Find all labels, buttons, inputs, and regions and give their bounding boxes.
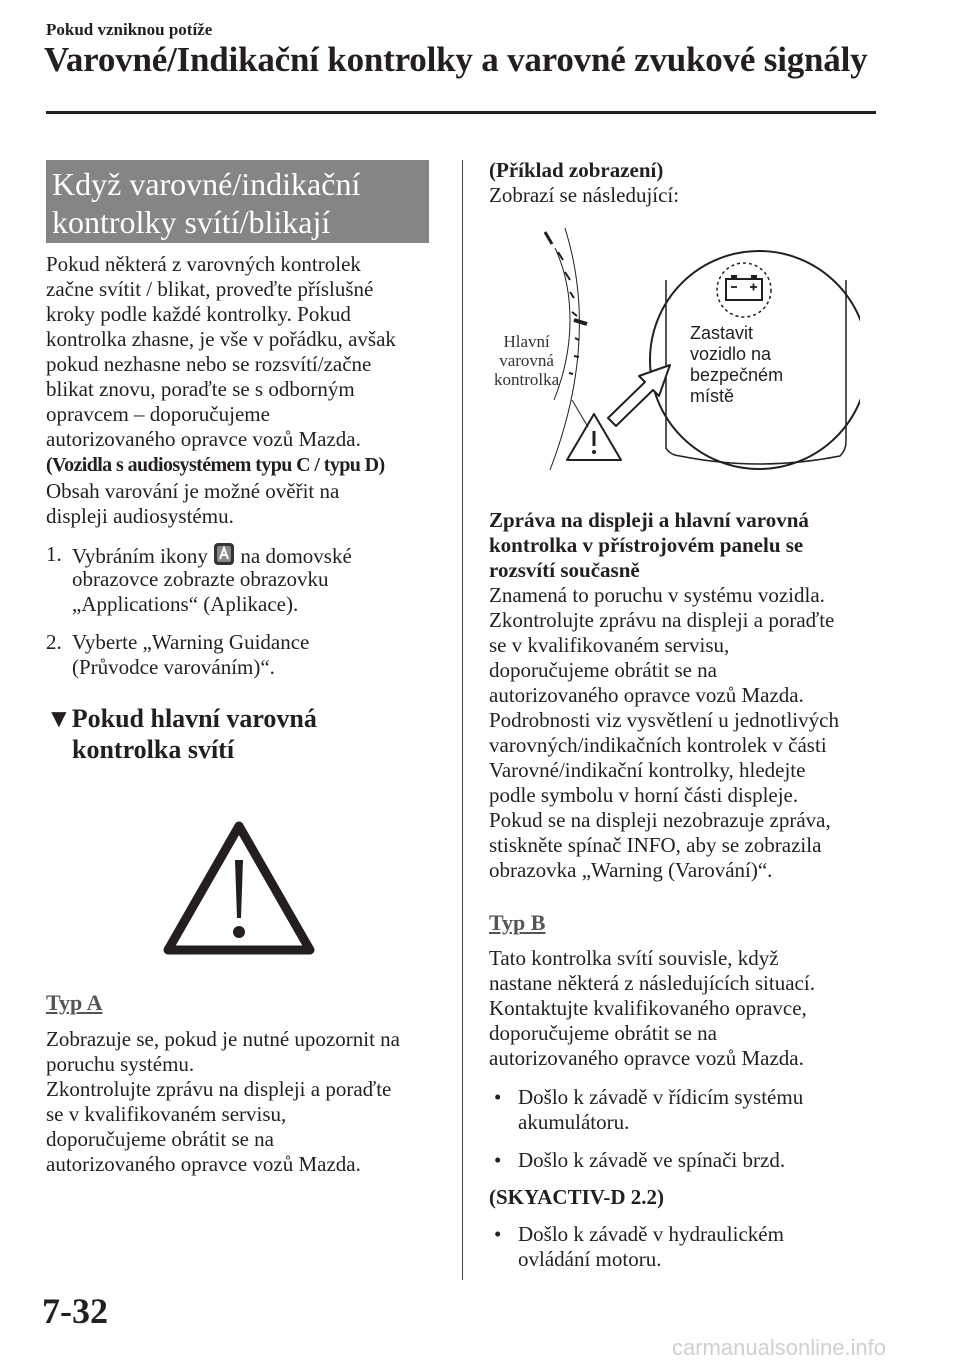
typ-a-heading: Typ A [46, 990, 103, 1015]
typ-b-line: Tato kontrolka svítí souvisle, když [489, 946, 779, 970]
typ-b-paragraph [489, 946, 815, 1071]
typ-b-line: nastane některá z následujících situací. [489, 971, 815, 995]
right-body-paragraph [489, 583, 839, 883]
audio-line: displeji audiosystému. [46, 504, 234, 528]
typ-b-line: Kontaktujte kvalifikovaného opravce, [489, 996, 807, 1020]
body-line: Znamená to poruchu v systému vozidla. [489, 583, 825, 607]
bullet-line: ovládání motoru. [518, 1247, 662, 1271]
step-1-line-2: obrazovce zobrazte obrazovku [72, 567, 329, 591]
section-label: Pokud vzniknou potíže [46, 20, 213, 39]
applications-icon [213, 542, 235, 566]
step-1-line-1 [72, 542, 352, 569]
main-warning-label [494, 332, 559, 389]
example-subtitle: Zobrazí se následující: [489, 183, 680, 207]
section-heading-line-1: Když varovné/indikační [52, 166, 361, 202]
section-heading [46, 160, 429, 243]
audio-line: Obsah varování je možné ověřit na [46, 479, 340, 503]
body-line: stiskněte spínač INFO, aby se zobrazila [489, 833, 822, 857]
step-1 [46, 542, 352, 617]
instrument-cluster-figure [490, 220, 860, 500]
bullet-line: akumulátoru. [518, 1110, 630, 1134]
step-1-text-b: na domovské [240, 544, 352, 568]
intro-paragraph [46, 252, 396, 452]
body-line: Zkontrolujte zprávu na displeji a poraďte [489, 608, 835, 632]
subheading-main-warning [46, 703, 317, 765]
body-line: se v kvalifikovaném servisu, [489, 633, 730, 657]
vehicle-note: (Vozidla s audiosystémem typu C / typu D) [46, 454, 385, 476]
display-message-line: místě [690, 386, 735, 406]
body-line: podle symbolu v horní části displeje. [489, 783, 799, 807]
body-line: varovných/indikačních kontrolek v části [489, 733, 827, 757]
typ-a-line: poruchu systému. [46, 1052, 195, 1076]
typ-b-line: doporučujeme obrátit se na [489, 1021, 718, 1045]
main-warning-label-line: Hlavní [503, 332, 550, 351]
typ-a-line: doporučujeme obrátit se na [46, 1127, 275, 1151]
intro-line: blikat znovu, poraďte se s odborným [46, 377, 355, 401]
step-2-number: 2. [46, 630, 62, 654]
bullet-dot: • [494, 1148, 502, 1172]
display-message-line: bezpečném [690, 365, 784, 385]
page-number: 7-32 [42, 1291, 108, 1331]
body-line: Pokud se na displeji nezobrazuje zpráva, [489, 808, 831, 832]
watermark: carmanualsonline.info [672, 1335, 887, 1360]
intro-line: začne svítit / blikat, proveďte příslušné [46, 277, 374, 301]
bullet-line: Došlo k závadě ve spínači brzd. [518, 1148, 786, 1172]
bold-title-line: kontrolka v přístrojovém panelu se [489, 533, 804, 557]
typ-a-line: Zkontrolujte zprávu na displeji a poraďte [46, 1077, 392, 1101]
main-warning-label-line: varovná [499, 351, 554, 370]
example-title: (Příklad zobrazení) [489, 158, 664, 182]
subheading-line-1: ▼Pokud hlavní varovná [46, 704, 317, 733]
audio-paragraph [46, 479, 339, 529]
subheading-line-2: kontrolka svítí [72, 735, 235, 764]
typ-b-line: autorizovaného opravce vozů Mazda. [489, 1046, 804, 1070]
bold-title-line: Zpráva na displeji a hlavní varovná [489, 508, 809, 532]
step-2-line-2: (Průvodce varováním)“. [72, 655, 275, 679]
body-line: autorizovaného opravce vozů Mazda. [489, 683, 804, 707]
typ-a-line: Zobrazuje se, pokud je nutné upozornit na [46, 1027, 400, 1051]
intro-line: kontrolka zhasne, je vše v pořádku, avšak [46, 327, 396, 351]
body-line: doporučujeme obrátit se na [489, 658, 718, 682]
typ-a-line: autorizovaného opravce vozů Mazda. [46, 1152, 361, 1176]
intro-line: pokud nezhasne nebo se rozsvítí/začne [46, 352, 372, 376]
intro-line: autorizovaného opravce vozů Mazda. [46, 427, 361, 451]
main-warning-label-line: kontrolka [494, 370, 560, 389]
body-line: Varovné/indikační kontrolky, hledejte [489, 758, 806, 782]
display-message-line: vozidlo na [690, 344, 772, 364]
column-divider [462, 160, 463, 1280]
intro-line: Pokud některá z varovných kontrolek [46, 252, 361, 276]
body-line: obrazovka „Warning (Varování)“. [489, 858, 773, 882]
step-1-text-a: Vybráním ikony [72, 544, 208, 568]
step-2 [46, 630, 310, 680]
warning-triangle-icon [160, 818, 318, 963]
display-message [690, 323, 783, 407]
section-heading-line-2: kontrolky svítí/blikají [52, 204, 331, 240]
bold-title-line: rozsvítí současně [489, 558, 640, 582]
page-title: Varovné/Indikační kontrolky a varovné zvukové signály [44, 40, 868, 79]
bullet-line: Došlo k závadě v řídicím systému [518, 1085, 804, 1109]
body-line: Podrobnosti viz vysvětlení u jednotlivých [489, 708, 839, 732]
display-and-warning-title [489, 508, 809, 583]
title-rule [46, 111, 876, 114]
typ-a-line: se v kvalifikovaném servisu, [46, 1102, 287, 1126]
bullet-line: Došlo k závadě v hydraulickém [518, 1222, 784, 1246]
typ-b-heading: Typ B [489, 910, 546, 935]
typ-a-paragraph [46, 1027, 400, 1177]
step-2-line-1: Vyberte „Warning Guidance [72, 630, 310, 654]
skyactiv-note: (SKYACTIV-D 2.2) [489, 1185, 665, 1209]
display-message-line: Zastavit [690, 323, 754, 343]
bullet-dot: • [494, 1222, 502, 1246]
intro-line: kroky podle každé kontrolky. Pokud [46, 302, 351, 326]
step-1-line-3: „Applications“ (Aplikace). [72, 592, 299, 616]
step-1-number: 1. [46, 542, 62, 566]
intro-line: opravcem – doporučujeme [46, 402, 270, 426]
bullet-dot: • [494, 1085, 502, 1109]
